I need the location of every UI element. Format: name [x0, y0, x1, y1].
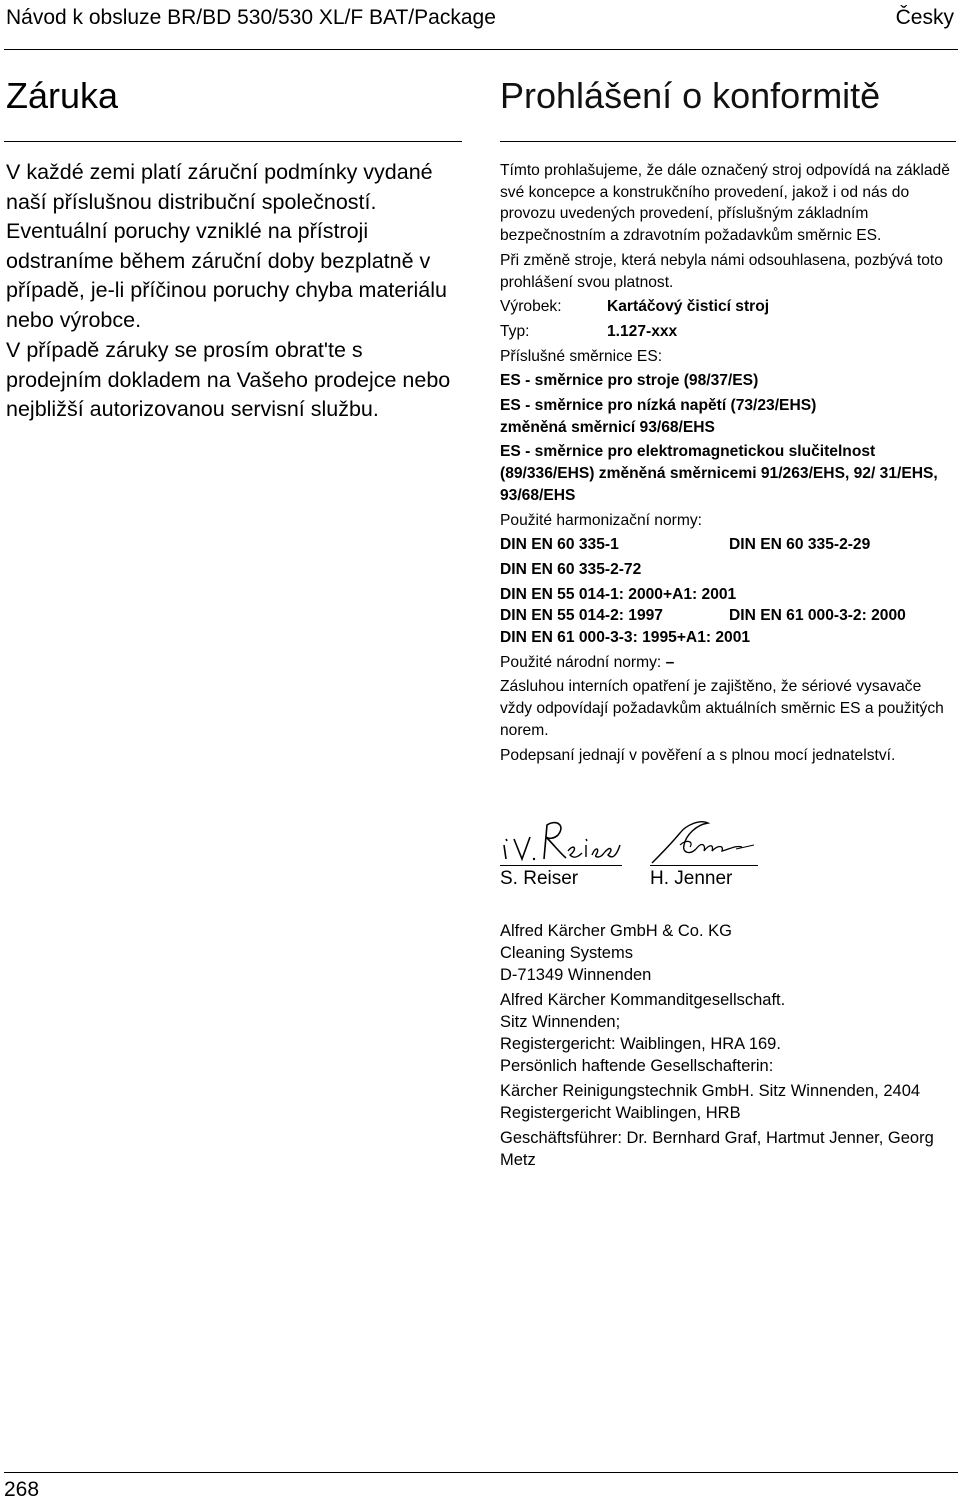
page-number: 268	[4, 1478, 40, 1501]
type-label: Typ:	[500, 322, 530, 340]
directive-low-voltage: ES - směrnice pro nízká napětí (73/23/EHS)	[500, 397, 817, 415]
footer-rule	[4, 1472, 958, 1473]
company-info	[500, 920, 956, 1171]
signature-line-reiser	[500, 865, 622, 866]
signature-reiser	[500, 815, 625, 889]
signatories-note: Podepsaní jednají v pověření a s plnou mocí jednatelství.	[500, 746, 896, 764]
conformity-heading: Prohlášení o konformitě	[500, 75, 881, 116]
product-value: Kartáčový čisticí stroj	[607, 298, 770, 316]
language-label: Česky	[895, 6, 954, 29]
national-label: Použité národní normy:	[500, 653, 662, 671]
norm-2: DIN EN 60 335-2-29	[729, 536, 871, 554]
warranty-paragraph-1: V každé zemi platí záruční podmínky vydané naší příslušnou distribuční společností. Eventuální poruchy vzniklé na přístroji odstraníme během záruční doby bezplatně v případě, je-li příčinou poruchy chyba materiálu nebo výrobce.	[6, 160, 447, 332]
company-line-9: Geschäftsführer: Dr. Bernhard Graf, Hartmut Jenner, Georg Metz	[500, 1129, 934, 1169]
norms-row-2	[500, 605, 956, 627]
company-line-3: D-71349 Winnenden	[500, 966, 652, 984]
norm-5: DIN EN 55 014-2: 1997	[500, 607, 663, 625]
norm-7: DIN EN 61 000-3-3: 1995+A1: 2001	[500, 629, 751, 647]
internal-measures: Zásluhou interních opatření je zajištěno, že sériové vysavače vždy odpovídají požadavkům aktuálních směrnic ES a použitých norem.	[500, 678, 944, 739]
warranty-paragraph-2: V případě záruky se prosím obrat'te s prodejním dokladem na Vašeho prodejce nebo nejbližší autorizovanou servisní službu.	[6, 338, 451, 421]
signatures	[500, 815, 956, 895]
manual-title: Návod k obsluze BR/BD 530/530 XL/F BAT/Package	[6, 6, 496, 29]
company-line-5: Sitz Winnenden;	[500, 1013, 621, 1031]
norm-6: DIN EN 61 000-3-2: 2000	[729, 607, 906, 625]
norm-1: DIN EN 60 335-1	[500, 536, 619, 554]
warranty-section	[6, 70, 464, 421]
signature-jenner	[650, 815, 760, 889]
header-rule	[4, 49, 958, 50]
company-line-7: Persönlich haftende Gesellschafterin:	[500, 1057, 774, 1075]
directives-label: Příslušné směrnice ES:	[500, 347, 663, 365]
national-value: –	[665, 653, 675, 671]
signature-line-jenner	[650, 865, 758, 866]
page-header	[6, 4, 956, 34]
product-label: Výrobek:	[500, 298, 562, 316]
company-line-4: Alfred Kärcher Kommanditgesellschaft.	[500, 991, 786, 1009]
conformity-intro: Tímto prohlašujeme, že dále označený stroj odpovídá na základě své koncepce a konstrukčního provedení, jakož i od nás do provozu uvedených provedení, příslušným základním bezpečnostním a zdravotním požadavkům směrnic ES.	[500, 162, 950, 245]
warranty-body	[6, 158, 464, 425]
company-line-6: Registergericht: Waiblingen, HRA 169.	[500, 1035, 781, 1053]
signature-jenner-image	[650, 815, 760, 865]
harmonized-label: Použité harmonizační normy:	[500, 511, 702, 529]
warranty-heading: Záruka	[6, 75, 119, 116]
norm-3: DIN EN 60 335-2-72	[500, 560, 642, 578]
conformity-heading-rule	[500, 141, 956, 142]
conformity-change-note: Při změně stroje, která nebyla námi odsouhlasena, pozbývá toto prohlášení svou platnost.	[500, 251, 943, 291]
conformity-section	[500, 70, 956, 1169]
norm-4: DIN EN 55 014-1: 2000+A1: 2001	[500, 585, 737, 603]
product-row	[500, 296, 956, 318]
directive-machines: ES - směrnice pro stroje (98/37/ES)	[500, 372, 759, 390]
signer-reiser-name: S. Reiser	[500, 868, 579, 889]
signature-reiser-image	[500, 815, 625, 863]
directive-low-voltage-amendment: změněná směrnicí 93/68/EHS	[500, 418, 715, 436]
warranty-heading-rule	[4, 141, 462, 142]
directive-emc: ES - směrnice pro elektromagnetickou slučitelnost (89/336/EHS) změněná směrnicemi 91/263/EHS, 92/ 31/EHS, 93/68/EHS	[500, 443, 938, 504]
national-norms-row	[500, 652, 956, 674]
company-line-2: Cleaning Systems	[500, 944, 633, 962]
norms-row-1	[500, 534, 956, 556]
type-row	[500, 321, 956, 343]
type-value: 1.127-xxx	[607, 322, 678, 340]
signer-jenner-name: H. Jenner	[650, 868, 733, 889]
company-line-1: Alfred Kärcher GmbH & Co. KG	[500, 922, 732, 940]
company-line-8: Kärcher Reinigungstechnik GmbH. Sitz Winnenden, 2404 Registergericht Waiblingen, HRB	[500, 1082, 921, 1122]
conformity-body	[500, 160, 956, 766]
